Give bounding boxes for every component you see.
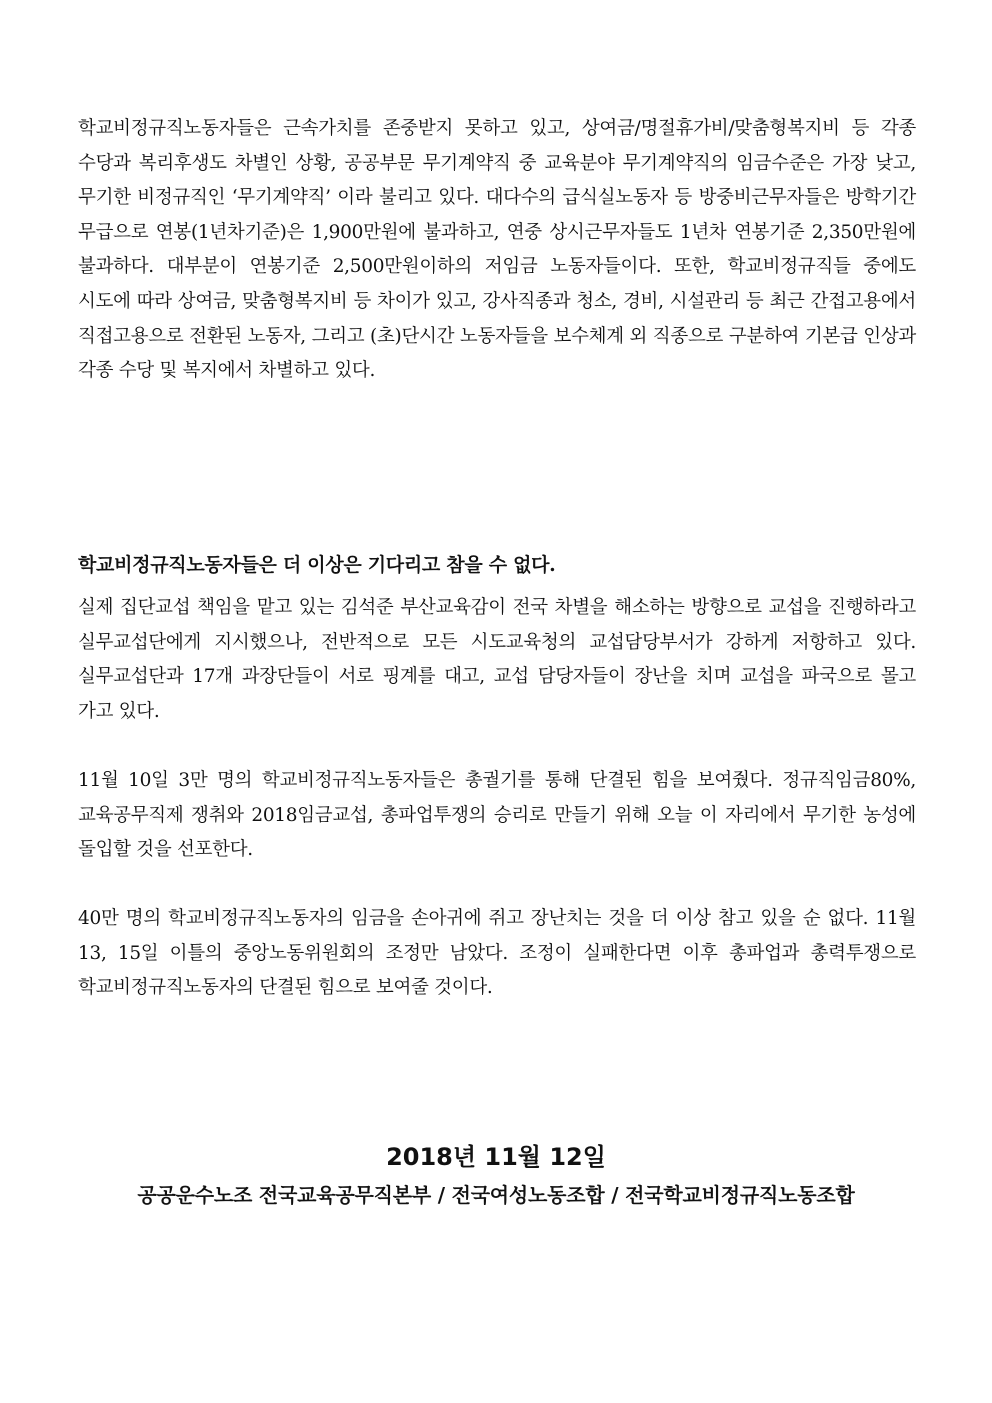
body-paragraph-strike: 40만 명의 학교비정규직노동자의 임금을 손아귀에 쥐고 장난치는 것을 더 이상 참고 있을 순 없다. 11월 13, 15일 이틀의 중앙노동위원회의 조정만 남았다. 조정이 실패한다면 이후 총파업과 총력투쟁으로 학교비정규직노동자의 단결된 힘으로 보여줄 것이다. [78, 908, 916, 999]
body-paragraph-rally: 11월 10일 3만 명의 학교비정규직노동자들은 총궐기를 통해 단결된 힘을 보여줬다. 정규직임금80%, 교육공무직제 쟁취와 2018임금교섭, 총파업투쟁의 승리로 만들기 위해 오늘 이 자리에서 무기한 농성에 돌입할 것을 선포한다. [78, 770, 916, 861]
closing-signatories: 공공운수노조 전국교육공무직본부 / 전국여성노동조합 / 전국학교비정규직노동조합 [137, 1183, 855, 1207]
section-heading: 학교비정규직노동자들은 더 이상은 기다리고 참을 수 없다. [78, 554, 556, 576]
body-paragraph-negotiation: 실제 집단교섭 책임을 맡고 있는 김석준 부산교육감이 전국 차별을 해소하는 방향으로 교섭을 진행하라고 실무교섭단에게 지시했으나, 전반적으로 모든 시도교육청의 교섭담당부서가 강하게 저항하고 있다. 실무교섭단과 17개 과장단들이 서로 핑계를 대고, 교섭 담당자들이 장난을 치며 교섭을 파국으로 몰고 가고 있다. [78, 597, 916, 722]
closing-date: 2018년 11월 12일 [386, 1143, 606, 1171]
body-paragraph-wage-discrimination: 학교비정규직노동자들은 근속가치를 존중받지 못하고 있고, 상여금/명절휴가비/맞춤형복지비 등 각종 수당과 복리후생도 차별인 상황, 공공부문 무기계약직 중 교육분야 무기계약직의 임금수준은 가장 낮고, 무기한 비정규직인 ‘무기계약직’ 이라 불리고 있다. 대다수의 급식실노동자 등 방중비근무자들은 방학기간 무급으로 연봉(1년차기준)은 1,900만원에 불과하고, 연중 상시근무자들도 1년차 연봉기준 2,350만원에 불과하다. 대부분이 연봉기준 2,500만원이하의 저임금 노동자들이다. 또한, 학교비정규직들 중에도 시도에 따라 상여금, 맞춤형복지비 등 차이가 있고, 강사직종과 청소, 경비, 시설관리 등 최근 간접고용에서 직접고용으로 전환된 노동자, 그리고 (초)단시간 노동자들을 보수체계 외 직종으로 구분하여 기본급 인상과 각종 수당 및 복지에서 차별하고 있다. [78, 118, 916, 382]
